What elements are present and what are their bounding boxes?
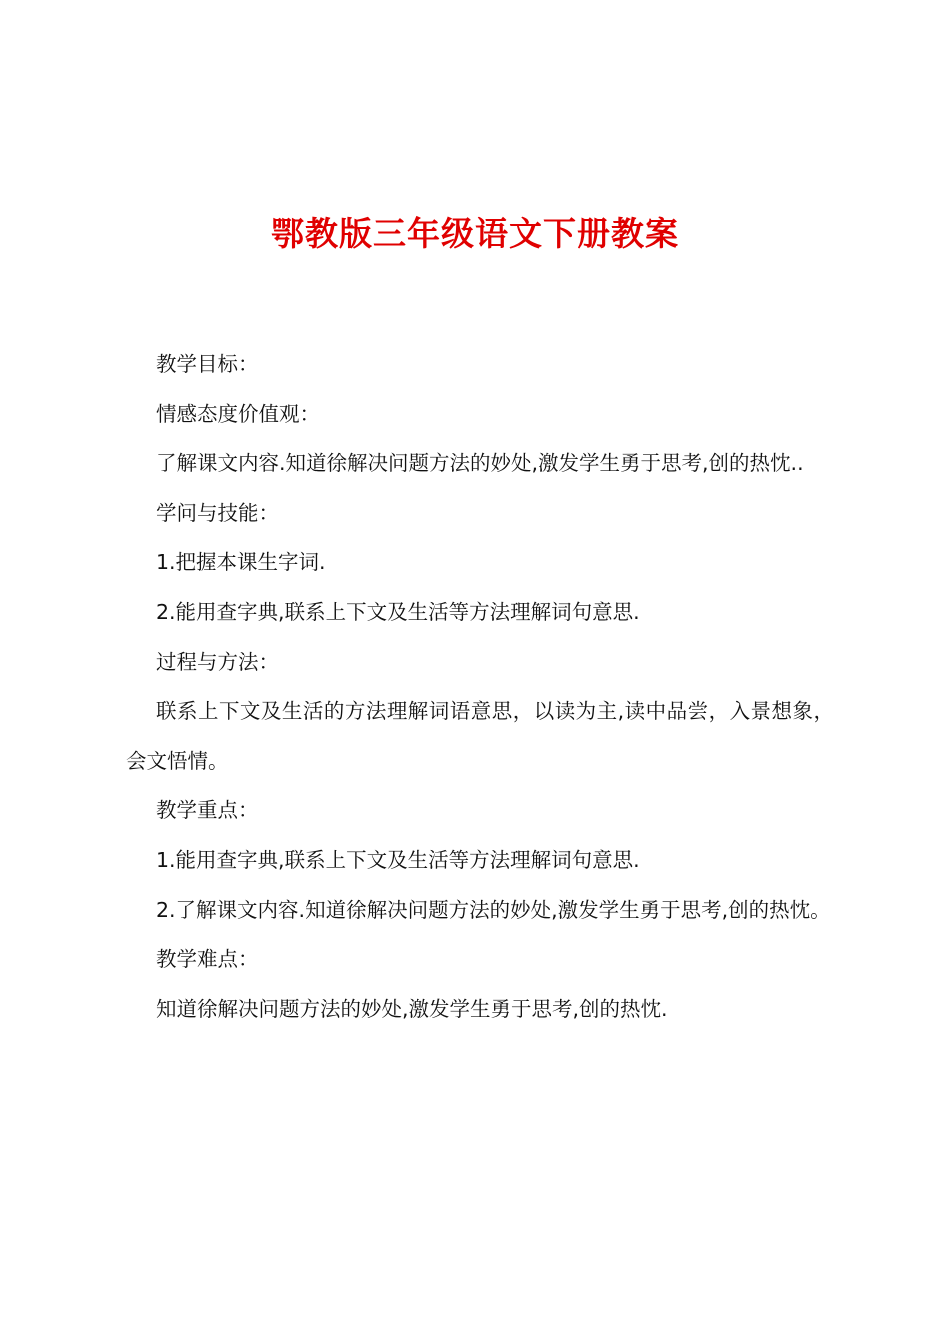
list-item-knowledge-2: 2.能用查字典,联系上下文及生活等方法理解词句意思. bbox=[156, 599, 640, 624]
heading-emotion-attitude-values: 情感态度价值观： bbox=[156, 401, 320, 426]
heading-teaching-goals: 教学目标： bbox=[156, 352, 259, 376]
heading-key-points: 教学重点： bbox=[156, 798, 259, 823]
document-title: 鄂教版三年级语文下册教案 bbox=[271, 214, 679, 253]
list-item-key-point-2: 2.了解课文内容.知道徐解决问题方法的妙处,激发学生勇于思考,创的热忱。 bbox=[156, 897, 831, 922]
heading-difficulties: 教学难点： bbox=[156, 947, 259, 972]
document-body bbox=[126, 340, 834, 1034]
paragraph-difficulties: 知道徐解决问题方法的妙处,激发学生勇于思考,创的热忱. bbox=[156, 996, 668, 1021]
paragraph-process-methods: 联系上下文及生活的方法理解词语意思，以读为主,读中品尝，入景想象，会文悟情。 bbox=[126, 699, 834, 773]
heading-knowledge-skills: 学问与技能： bbox=[156, 500, 279, 525]
list-item-key-point-1: 1.能用查字典,联系上下文及生活等方法理解词句意思. bbox=[156, 847, 640, 872]
list-item-knowledge-1: 1.把握本课生字词. bbox=[156, 550, 326, 575]
heading-process-methods: 过程与方法： bbox=[156, 649, 279, 674]
paragraph-emotion-goal: 了解课文内容.知道徐解决问题方法的妙处,激发学生勇于思考,创的热忱.. bbox=[156, 451, 804, 476]
